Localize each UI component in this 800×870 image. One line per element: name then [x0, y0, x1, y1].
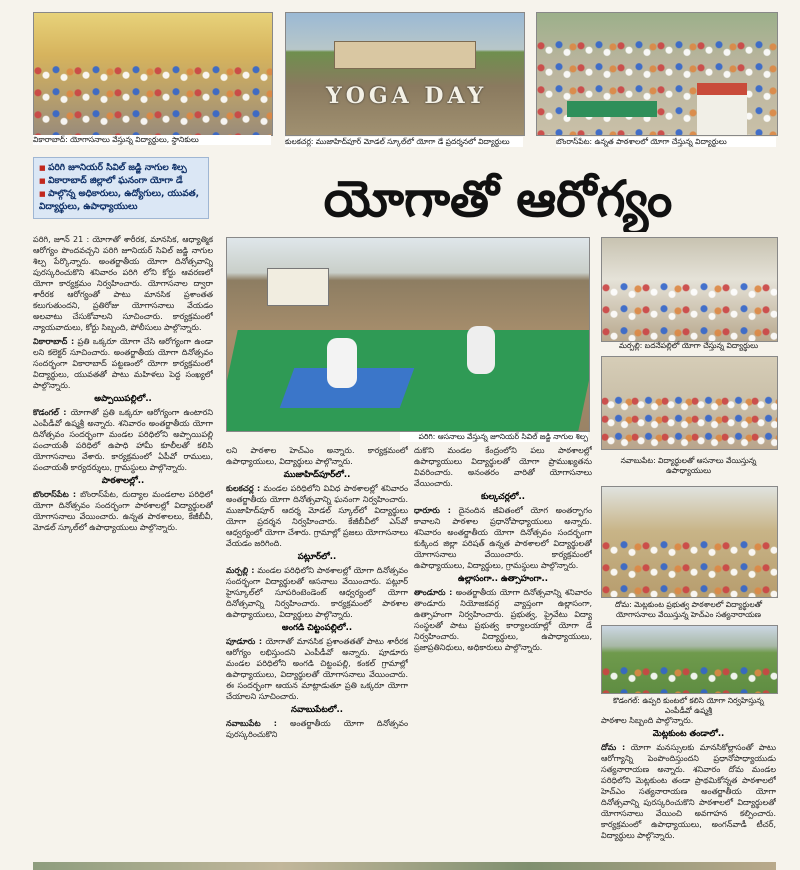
headline: యోగాతో ఆరోగ్యం — [323, 170, 673, 228]
section-lead: మర్పల్లి : — [226, 566, 255, 575]
photo-crowd — [602, 394, 777, 449]
photo-bomraspet — [536, 12, 778, 136]
section-text: అంతర్జాతీయ యోగా దినోత్సవం పురస్కరించుకొని — [226, 719, 408, 739]
subheading: కుల్కచర్లలో.. — [481, 492, 525, 502]
subheading: ముజాహిద్‌పూర్‌లో.. — [283, 470, 351, 480]
article-column-2 — [226, 445, 408, 862]
subheading: అప్పాయిపల్లిలో.. — [94, 394, 152, 404]
caption-main: పరిగి: ఆసనాలు వేస్తున్న జూనియర్‌ సివిల్‌ జడ్జి నాగుల శిల్ప — [400, 432, 588, 442]
banner — [267, 268, 329, 306]
bottom-photo-strip — [33, 862, 776, 870]
section-text: మండల పరిధిలోని పాఠశాలల్లో యోగా దినోత్సవం సందర్భంగా విద్యార్థులతో ఆసనాలు వేయించారు. పట్లూర్‌ హైస్కూల్‌లో సూపరింటెండెంట్‌ ఆధ్వర్యంలో యోగా దినోత్సవాన్ని నిర్వహించారు. కార్యక్రమంలో పాఠశాల ఉపాధ్యాయులు, విద్యార్థులు పాల్గొన్నారు. — [226, 566, 408, 619]
section-lead: కొడంగల్‌ : — [33, 408, 67, 417]
subheading: పాఠశాలల్లో.. — [101, 476, 145, 486]
caption-right3: దోమ: మెట్లకుంట ప్రభుత్వ పాఠశాలలో విద్యార్థులతో యోగాసనాలు వేయిస్తున్న హెచ్‌ఎం సత్యనారాయణ — [614, 600, 763, 619]
intro-paragraph: పరిగి, జూన్‌ 21 : యోగాతో శారీరక, మానసిక, ఆధ్యాత్మిక ఆరోగ్యం పొందవచ్చని పరిగి జూనియర్‌ సివిల్‌ జడ్జి నాగుల శిల్ప పేర్కొన్నారు. అంతర్జాతీయ యోగా దినోత్సవాన్ని పురస్కరించుకొని శనివారం పరిగి లోని కోర్టు ఆవరణలో యోగా కార్యక్రమం నిర్వహించారు. యోగాసనాల ద్వారా శారీరక ఆరోగ్యంతో పాటు మానసిక ప్రశాంతత కలుగుతుందని, ప్రతిరోజు యోగాసనాలు వేయడం అలవాటు చేసుకోవాలని సూచించారు. కార్యక్రమంలో న్యాయవాదులు, కోర్టు సిబ్బంది, పోలీసులు పాల్గొన్నారు. — [33, 235, 213, 332]
photo-marpalli — [601, 237, 778, 342]
section-lead: ధారూరు : — [414, 506, 451, 515]
subheading: పట్లూర్‌లో.. — [297, 552, 337, 562]
section-paragraph — [226, 483, 408, 549]
caption-top2: కులకచర్ల: ముజాహిద్‌పూర్‌ మోడల్‌ స్కూల్‌లో యోగా డే ప్రదర్శనలో విద్యార్థులు — [285, 137, 523, 147]
section-text: యోగాతో ప్రతి ఒక్కరూ ఆరోగ్యంగా ఉంటారని ఎంపీడీవో ఉష్మశ్రీ అన్నారు. శనివారం అంతర్జాతీయ యోగా దినోత్సవం సందర్భంగా మండల పరిధిలోని అప్పాయిపల్లి పంచాయతీ పరిధిలో ఉపాధి హామీ కూలీలతో కలిసి యోగాసనాలు వేశారు. కార్యక్రమంలో ఏపీవో రాములు, పంచాయతీ కార్యదర్శులు, గ్రామస్థులు పాల్గొన్నారు. — [33, 408, 213, 472]
article-column-3 — [414, 445, 592, 862]
subheading: అంగడి చిట్టంపల్లిలో.. — [281, 623, 353, 633]
article-column-1 — [33, 234, 213, 862]
section-text: దైనందిన జీవితంలో యోగ అంతర్భాగం కావాలని పాఠశాల ప్రధానోపాధ్యాయులు అన్నారు. శనివారం అంతర్జాతీయ యోగా దినోత్సవం సందర్భంగా కుక్కింద జిల్లా పరిషత్‌ ఉన్నత పాఠశాలలో విద్యార్థులతో యోగాసనాలు వేయించారు. కార్యక్రమంలో ఉపాధ్యాయులు, విద్యార్థులు, గ్రామస్థులు పాల్గొన్నారు. — [414, 506, 592, 570]
caption-right2: నవాబుపేట: విద్యార్థులతో ఆసనాలు వేయిస్తున్న ఉపాధ్యాయులు — [620, 456, 757, 475]
photo-doma — [601, 486, 778, 598]
article-column-4 — [601, 715, 776, 862]
subheading: మెట్లకుంట తండాలో.. — [652, 729, 725, 739]
photo-crowd — [34, 62, 272, 135]
section-lead: నవాబుపేట : — [226, 719, 277, 728]
photo-main-judge-yoga — [226, 237, 590, 432]
section-paragraph — [414, 505, 592, 571]
photo-vikarabad — [33, 12, 273, 136]
photo-crowd — [602, 279, 777, 341]
section-text: బొంరాస్‌పేట, దుద్యాల మండలాల పరిధిలో యోగా దినోత్సవం సందర్భంగా పాఠశాలల్లో విద్యార్థులతో యోగాసనాలు వేయించారు. ఉన్నత పాఠశాలలు, కేజీబీవీ, మోడల్‌ స్కూల్‌లో ఉపాధ్యాయులు పాల్గొన్నారు. — [33, 490, 213, 532]
section-text: యోగాతో మానసిక ప్రశాంతతతో పాటు శారీరక ఆరోగ్యం లభిస్తుందని ఎంపీడీవో అన్నారు. పూడూరు మండల పరిధిలోని అంగడి చిట్టంపల్లి, కంకల్‌ గ్రామాల్లో ఉపాధ్యాయులు, విద్యార్థులతో యోగాసనాలు వేయించారు. ఈ సందర్భంగా ఆయన మాట్లాడుతూ ప్రతి ఒక్కరూ యోగా చేయాలని సూచించారు. — [226, 637, 408, 701]
caption-top3: బొంరాస్‌పేట: ఉన్నత పాఠశాలలో యోగా చేస్తున్న విద్యార్థులు — [556, 137, 776, 147]
section-lead: కులకచర్ల : — [226, 484, 261, 493]
person-white — [327, 338, 357, 388]
section-text: యోగా మనస్సులకు మానసికోల్లాసంతో పాటు ఆరోగ్యాన్ని పెంపొందిస్తుందని ప్రధానోపాధ్యాయుడు సత్యనారాయణ అన్నారు. శనివారం దోమ మండల పరిధిలోని మెట్లకుంట తండా ప్రాథమికోన్నత పాఠశాలలో హెచ్‌ఎం సత్యనారాయణ అంతర్జాతీయ యోగా దినోత్సవాన్ని పురస్కరించుకొని పాఠశాలలో విద్యార్థులతో యోగాసనాలు వేయించి అవగాహన కల్పించారు. కార్యక్రమంలో ఉపాధ్యాయులు, అంగన్‌వాడీ టీచర్‌, విద్యార్థులు పాల్గొన్నారు. — [601, 743, 776, 840]
highlight-item: ■ పరిగి జూనియర్‌ సివిల్‌ జడ్జి నాగుల శిల్ప — [39, 162, 203, 175]
continued-text: పాఠశాల సిబ్బంది పాల్గొన్నారు. — [601, 716, 694, 725]
section-paragraph — [601, 742, 776, 841]
photo-nawabpet — [601, 356, 778, 450]
section-text: మండల పరిధిలోని వివిధ పాఠశాలల్లో శనివారం అంతర్జాతీయ యోగా దినోత్సవాన్ని ఘనంగా నిర్వహించారు. ముజాహిద్‌పూర్‌ ఆదర్శ మోడల్‌ స్కూల్‌లో విద్యార్థులు యోగా ప్రదర్శన నిర్వహించారు. కేజీబీవీలో ఎస్‌వో ఆధ్వర్యంలో యోగా చేశారు. గ్రామాల్లో ప్రజలు యోగాసనాలు వేయడం జరిగింది. — [226, 484, 408, 548]
section-paragraph — [414, 587, 592, 653]
continued-text: లని పాఠశాల హెచ్‌ఎం అన్నారు. కార్యక్రమంలో ఉపాధ్యాయులు, విద్యార్థులు పాల్గొన్నారు. — [226, 446, 408, 466]
section-paragraph — [33, 336, 213, 391]
continued-text: దుకొని మండల కేంద్రంలోని పలు పాఠశాలల్లో ఉపాధ్యాయులు విద్యార్థులతో యోగా ప్రాముఖ్యతను వివరించారు. అనంతరం వారితో యోగాసనాలు వేయించారు. — [414, 446, 592, 488]
highlights-box — [33, 157, 209, 219]
subheading: ఉల్లాసంగా.. ఉత్సాహంగా.. — [458, 574, 548, 584]
hut — [697, 83, 747, 135]
person-white — [467, 326, 495, 374]
section-paragraph — [226, 636, 408, 702]
yoga-day-text: YOGA DAY — [326, 83, 488, 109]
caption-right1: మర్పల్లి: బదనేపల్లిలో యోగా చేస్తున్న విద్యార్థులు — [618, 341, 759, 350]
green-mat — [567, 101, 657, 117]
section-paragraph — [33, 489, 213, 533]
photo-kodangal — [601, 625, 778, 694]
section-paragraph — [226, 565, 408, 620]
highlight-item: ■ వికారాబాద్‌ జిల్లాలో ఘనంగా యోగా డే — [39, 175, 203, 188]
photo-crowd — [602, 663, 777, 693]
photo-crowd — [602, 537, 777, 598]
subheading: నవాబుపేటలో.. — [290, 705, 343, 715]
section-lead: దోమ : — [601, 743, 626, 752]
school-building — [334, 41, 476, 69]
photo-yoga-day-formation — [285, 12, 525, 136]
section-lead: తాండూరు : — [414, 588, 453, 597]
section-lead: వికారాబాద్‌ : — [33, 337, 75, 346]
caption-right4: కొడంగల్‌: ఉప్పరి కుంటలో కలిసి యోగా నిర్వహిస్తున్న ఎంపీడీవో ఉష్మశ్రీ — [613, 696, 764, 715]
highlight-item: ■ పాల్గొన్న అధికారులు, ఉద్యోగులు, యువత, విద్యార్థులు, ఉపాధ్యాయులు — [39, 188, 203, 214]
section-lead: బొంరాస్‌పేట : — [33, 490, 77, 499]
section-text: ప్రతి ఒక్కరూ యోగా చేసి ఆరోగ్యంగా ఉండా లని కలెక్టర్‌ సూచించారు. అంతర్జాతీయ యోగా దినోత్సవం సందర్భంగా వికారాబాద్‌ పట్టణంలో యోగా కార్యక్రమంలో విద్యార్థులు, యువతతో పాటు మహిళలు పెద్ద సంఖ్యలో పాల్గొన్నారు. — [33, 337, 213, 390]
section-text: అంతర్జాతీయ యోగా దినోత్సవాన్ని శనివారం తాండూరు నియోజకవర్గ వ్యాప్తంగా ఉల్లాసంగా, ఉత్సాహంగా నిర్వహించారు. ప్రభుత్వ, ప్రైవేటు విద్యా సంస్థలతో పాటు ప్రభుత్వ కార్యాలయాల్లో యోగా డే నిర్వహించారు. విద్యార్థులు, ఉపాధ్యాయులు, ప్రజాప్రతినిధులు, అధికారులు పాల్గొన్నారు. — [414, 588, 592, 652]
section-paragraph — [33, 407, 213, 473]
caption-top1: వికారాబాద్‌: యోగాసనాలు వేస్తున్న విద్యార్థులు, స్థానికులు — [33, 135, 271, 145]
section-paragraph — [226, 718, 408, 740]
section-lead: పూడూరు : — [226, 637, 263, 646]
